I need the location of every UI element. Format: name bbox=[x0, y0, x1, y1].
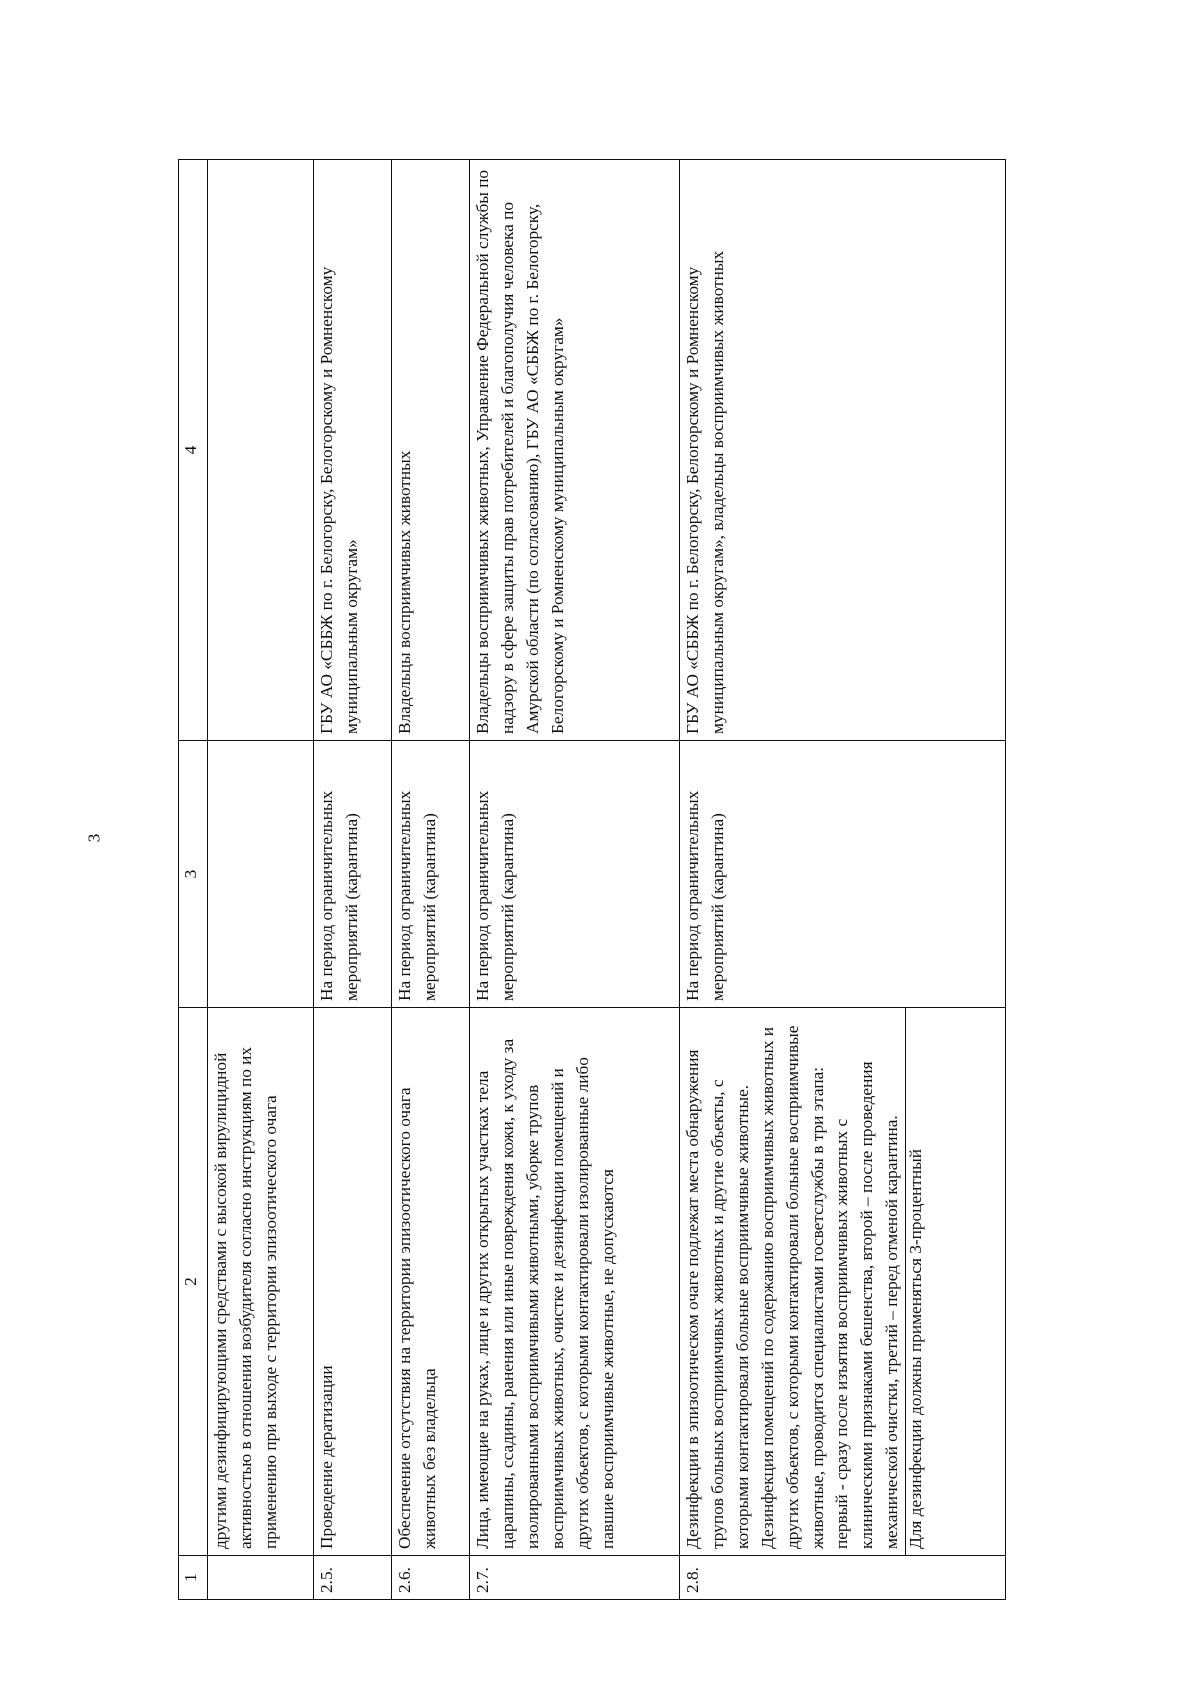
measure-cell: другими дезинфицирующими средствами с высокой вирулицидной активностью в отношении возбудителя согласно инструкциям по их применению при выходе с территории эпизоотического очага bbox=[208, 1008, 314, 1556]
responsible-cell: ГБУ АО «СББЖ по г. Белогорску, Белогорскому и Ромненскому муниципальным округам», владельцы восприимчивых животных bbox=[680, 160, 1006, 741]
rotated-table-wrapper bbox=[178, 160, 1006, 1600]
table-row bbox=[208, 160, 314, 1600]
term-cell: На период ограничительных мероприятий (карантина) bbox=[680, 741, 1006, 1008]
responsible-cell: Владельцы восприимчивых животных, Управление Федеральной службы по надзору в сфере защиты прав потребителей и благополучия человека по Амурской области (по согласованию), ГБУ АО «СББЖ по г. Белогорску, Белогорскому и Ромненскому муниципальным округам» bbox=[470, 160, 680, 741]
measure-cell bbox=[680, 1008, 1006, 1556]
term-cell: На период ограничительных мероприятий (карантина) bbox=[392, 741, 470, 1008]
responsible-cell bbox=[208, 160, 314, 741]
row-number bbox=[208, 1556, 314, 1600]
table-header-row bbox=[179, 160, 208, 1600]
measure-cell: Лица, имеющие на руках, лице и других открытых участках тела царапины, ссадины, ранения или иные повреждения кожи, к уходу за изолированными восприимчивыми животными, уборке трупов восприимчивых животных, очистке и дезинфекции помещений и других объектов, с которыми контактировали изолированные либо павшие восприимчивые животные, не допускаются bbox=[470, 1008, 680, 1556]
header-col-1: 1 bbox=[179, 1556, 208, 1600]
measure-cell: Проведение дератизации bbox=[314, 1008, 392, 1556]
table-row bbox=[680, 160, 1006, 1600]
measure-text: Дезинфекции в эпизоотическом очаге подлежат места обнаружения трупов больных восприимчивых животных и другие объекты, с которыми контактировали больные восприимчивые животные. Дезинфекция помещений по содержанию восприимчивых животных и других объектов, с которыми контактировали больные восприимчивые животные, проводится специалистами госветслужбы в три этапа: первый - сразу после изъятия восприимчивых животных с клиническими признаками бешенства, второй – после проведения механической очистки, третий – перед отменой карантина. bbox=[683, 1025, 902, 1549]
responsible-cell: ГБУ АО «СББЖ по г. Белогорску, Белогорскому и Ромненскому муниципальным округам» bbox=[314, 160, 392, 741]
page-number: 3 bbox=[84, 833, 104, 843]
measure-continuation: Для дезинфекции должны применяться 3-процентный bbox=[905, 1008, 926, 1555]
header-col-2: 2 bbox=[179, 1008, 208, 1556]
table-row bbox=[314, 160, 392, 1600]
header-col-3: 3 bbox=[179, 741, 208, 1008]
term-cell: На период ограничительных мероприятий (карантина) bbox=[470, 741, 680, 1008]
row-number: 2.8. bbox=[680, 1556, 1006, 1600]
row-number: 2.6. bbox=[392, 1556, 470, 1600]
measure-cell: Обеспечение отсутствия на территории эпизоотического очага животных без владельца bbox=[392, 1008, 470, 1556]
row-number: 2.5. bbox=[314, 1556, 392, 1600]
measures-table bbox=[178, 159, 1006, 1600]
header-col-4: 4 bbox=[179, 160, 208, 741]
table-row bbox=[392, 160, 470, 1600]
row-number: 2.7. bbox=[470, 1556, 680, 1600]
term-cell bbox=[208, 741, 314, 1008]
responsible-cell: Владельцы восприимчивых животных bbox=[392, 160, 470, 741]
term-cell: На период ограничительных мероприятий (карантина) bbox=[314, 741, 392, 1008]
table-row bbox=[470, 160, 680, 1600]
